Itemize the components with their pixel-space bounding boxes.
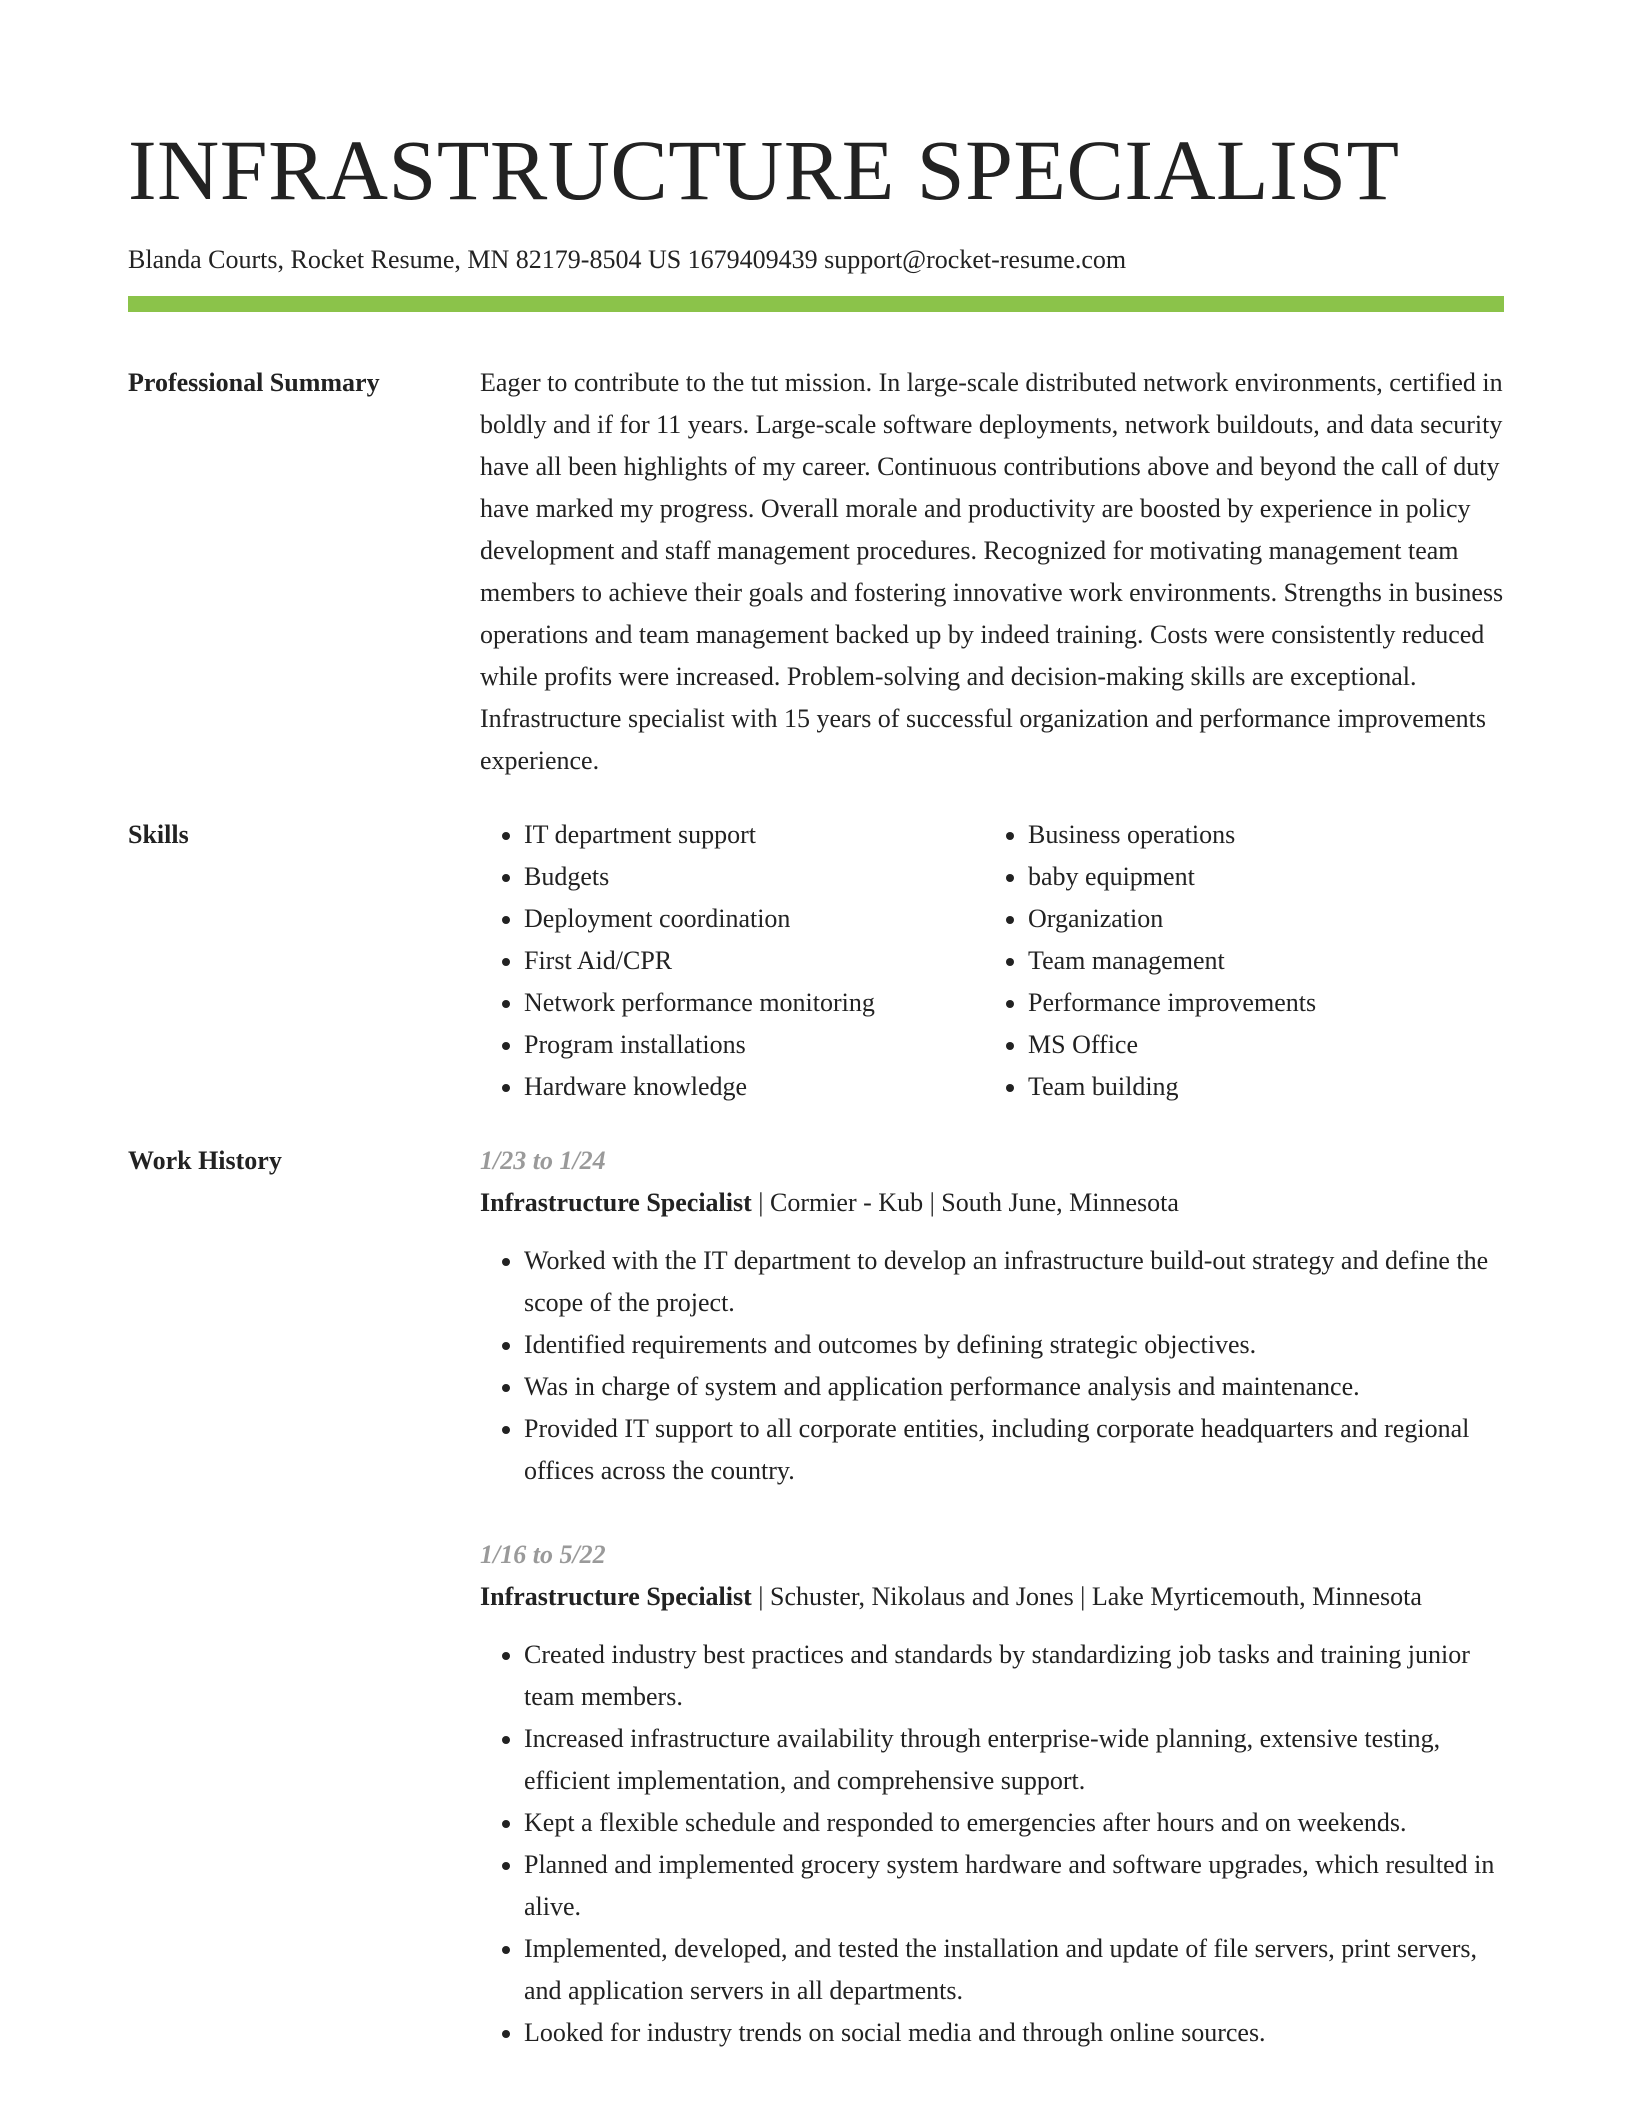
section-label: Work History xyxy=(128,1146,282,1175)
skills-body xyxy=(480,814,1504,1108)
skills-column-left xyxy=(480,814,984,1108)
job-details: | Schuster, Nikolaus and Jones | Lake Myrticemouth, Minnesota xyxy=(751,1582,1422,1611)
job-bullet: • Implemented, developed, and tested the installation and update of file servers, print servers, and application servers in all departments. xyxy=(524,1928,1504,2012)
job-bullet: • Looked for industry trends on social media and through online sources. xyxy=(524,2012,1504,2054)
contact-info: Blanda Courts, Rocket Resume, MN 82179-8504 US 1679409439 support@rocket-resume.com xyxy=(128,245,1127,274)
job-entry xyxy=(480,1140,1504,1492)
skills-section xyxy=(128,814,1504,1108)
professional-summary-section xyxy=(128,362,1504,782)
job-bullet: • Was in charge of system and application performance analysis and maintenance. xyxy=(524,1366,1504,1408)
resume-title: INFRASTRUCTURE SPECIALIST xyxy=(128,122,1400,218)
job-dates: 1/23 to 1/24 xyxy=(480,1146,606,1175)
work-history-body xyxy=(480,1140,1504,2054)
job-bullet: • Increased infrastructure availability through enterprise-wide planning, extensive testing, efficient implementation, and comprehensive support. xyxy=(524,1718,1504,1802)
skill-item: • baby equipment xyxy=(1028,856,1488,898)
skill-item: • First Aid/CPR xyxy=(524,940,984,982)
job-bullet: • Planned and implemented grocery system hardware and software upgrades, which resulted in alive. xyxy=(524,1844,1504,1928)
job-entry xyxy=(480,1534,1504,2054)
section-label: Professional Summary xyxy=(128,368,380,397)
skill-item: • Team management xyxy=(1028,940,1488,982)
skill-item: • Budgets xyxy=(524,856,984,898)
skill-item: • Hardware knowledge xyxy=(524,1066,984,1108)
job-bullets xyxy=(480,1634,1504,2054)
skill-item: • Business operations xyxy=(1028,814,1488,856)
skill-item: • Organization xyxy=(1028,898,1488,940)
job-bullet: • Worked with the IT department to develop an infrastructure build-out strategy and define the scope of the project. xyxy=(524,1240,1504,1324)
skill-item: • IT department support xyxy=(524,814,984,856)
job-heading xyxy=(480,1182,1504,1224)
skill-item: • Performance improvements xyxy=(1028,982,1488,1024)
skill-item: • MS Office xyxy=(1028,1024,1488,1066)
job-heading xyxy=(480,1576,1504,1618)
skill-item: • Team building xyxy=(1028,1066,1488,1108)
header-divider xyxy=(128,296,1504,312)
resume-page xyxy=(128,0,1504,2054)
skills-grid xyxy=(480,814,1504,1108)
work-history-section xyxy=(128,1140,1504,2054)
job-bullets xyxy=(480,1240,1504,1492)
job-details: | Cormier - Kub | South June, Minnesota xyxy=(751,1188,1179,1217)
skill-item: • Program installations xyxy=(524,1024,984,1066)
job-title: Infrastructure Specialist xyxy=(480,1582,752,1611)
section-label: Skills xyxy=(128,820,189,849)
skills-column-right xyxy=(984,814,1488,1108)
skill-item: • Network performance monitoring xyxy=(524,982,984,1024)
job-bullet: • Identified requirements and outcomes by defining strategic objectives. xyxy=(524,1324,1504,1366)
job-dates: 1/16 to 5/22 xyxy=(480,1540,606,1569)
skill-item: • Deployment coordination xyxy=(524,898,984,940)
job-bullet: • Kept a flexible schedule and responded to emergencies after hours and on weekends. xyxy=(524,1802,1504,1844)
job-bullet: • Created industry best practices and standards by standardizing job tasks and training junior team members. xyxy=(524,1634,1504,1718)
summary-text: Eager to contribute to the tut mission. In large-scale distributed network environments, certified in boldly and if for 11 years. Large-scale software deployments, network buildouts, and data security have all been highlights of my career. Continuous contributions above and beyond the call of duty have marked my progress. Overall morale and productivity are boosted by experience in policy development and staff management procedures. Recognized for motivating management team members to achieve their goals and fostering innovative work environments. Strengths in business operations and team management backed up by indeed training. Costs were consistently reduced while profits were increased. Problem-solving and decision-making skills are exceptional. Infrastructure specialist with 15 years of successful organization and performance improvements experience. xyxy=(480,368,1504,775)
job-title: Infrastructure Specialist xyxy=(480,1188,752,1217)
job-bullet: • Provided IT support to all corporate entities, including corporate headquarters and regional offices across the country. xyxy=(524,1408,1504,1492)
